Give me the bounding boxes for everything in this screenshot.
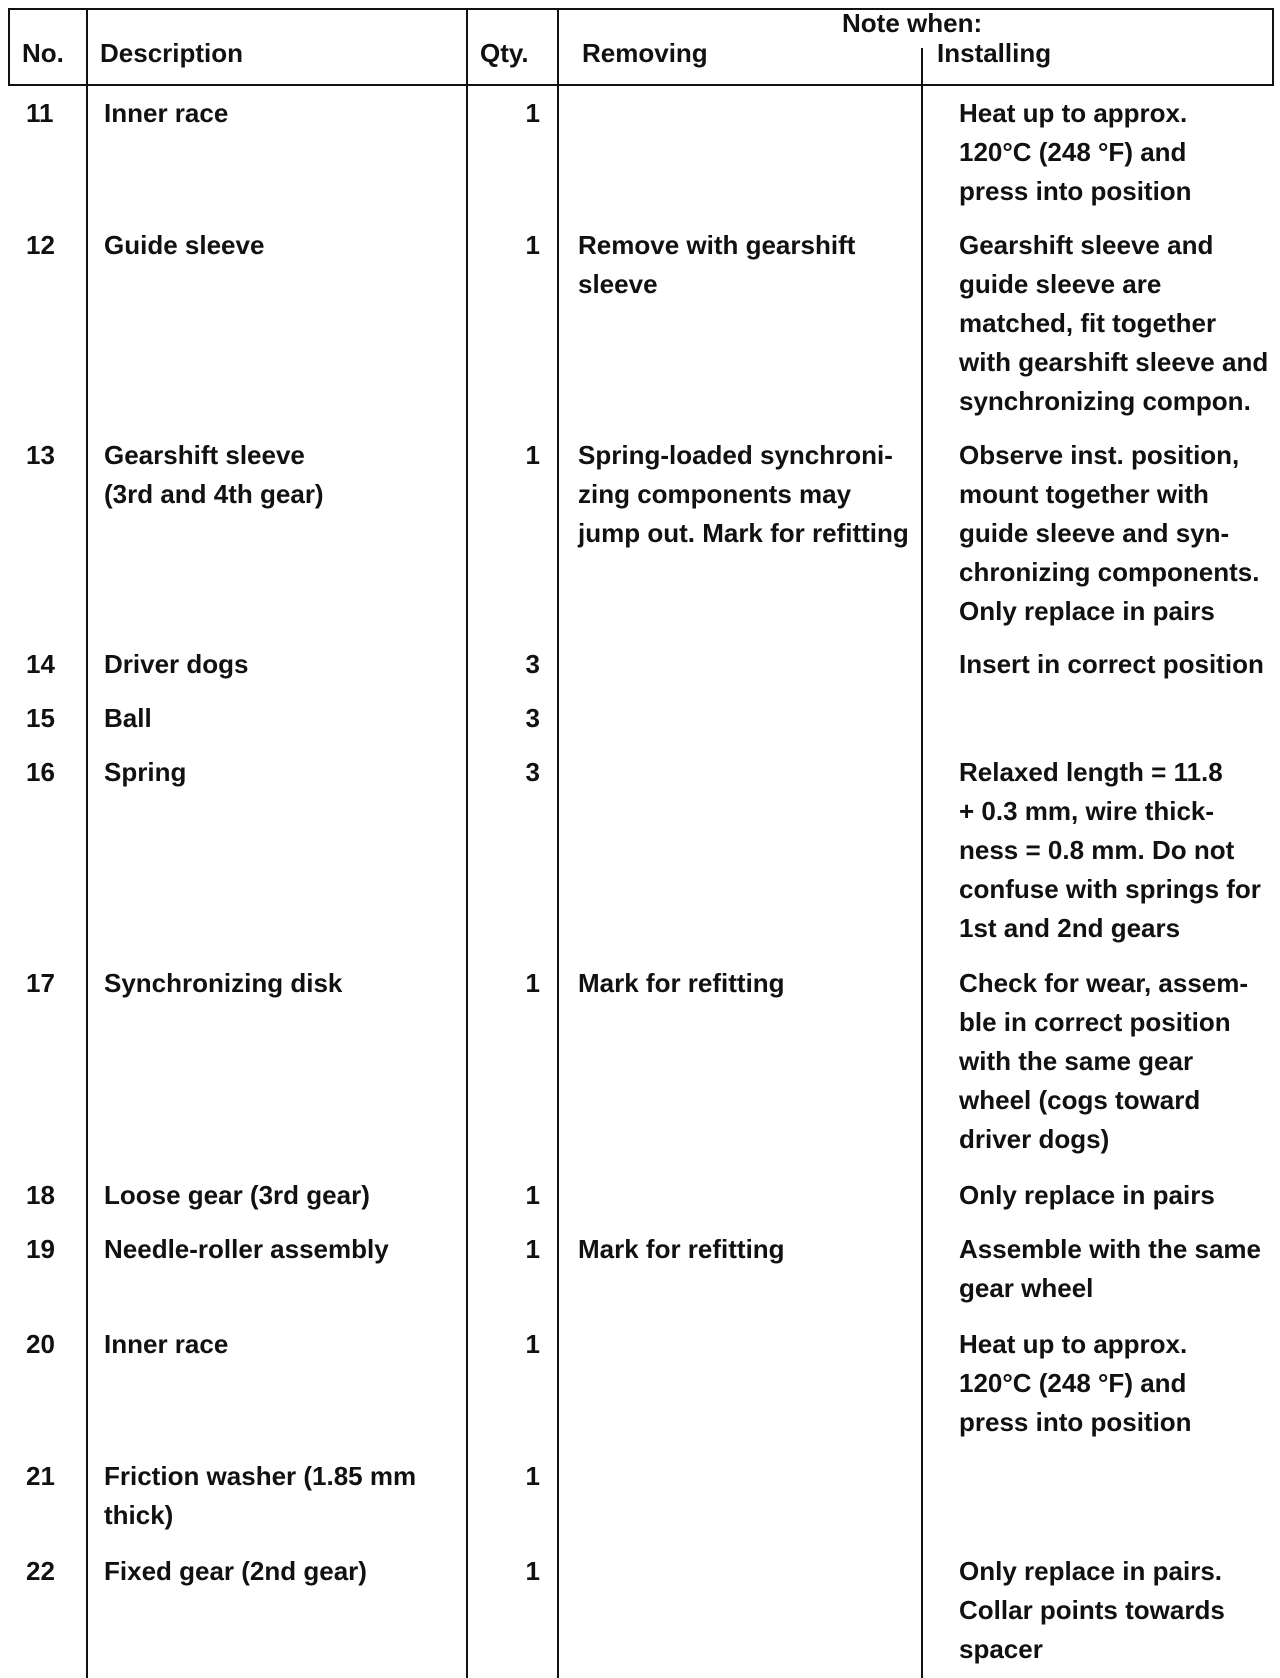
header-installing: Installing: [937, 38, 1052, 68]
row-description: [104, 753, 464, 792]
row-number: 16: [26, 757, 55, 787]
row-installing-note-line: Assemble with the same: [959, 1234, 1261, 1264]
row-installing-note: [959, 1325, 1279, 1442]
row-quantity: 1: [525, 1180, 540, 1210]
row-number: 14: [26, 649, 55, 679]
row-quantity: 1: [525, 440, 540, 470]
row-installing-note: [959, 94, 1279, 211]
row-installing-note: [959, 226, 1279, 421]
row-description-line: Synchronizing disk: [104, 968, 343, 998]
row-number: 15: [26, 703, 55, 733]
row-quantity: 1: [525, 1461, 540, 1491]
row-description-line: Guide sleeve: [104, 230, 265, 260]
row-removing-note: [578, 436, 918, 553]
row-quantity: 1: [525, 98, 540, 128]
row-number: 18: [26, 1180, 55, 1210]
row-installing-note: [959, 436, 1279, 631]
row-quantity: 1: [525, 1556, 540, 1586]
row-installing-note-line: 120°C (248 °F) and: [959, 1368, 1187, 1398]
row-description: [104, 699, 464, 738]
col-divider-removing: [921, 48, 923, 1678]
row-installing-note: [959, 1230, 1279, 1308]
row-installing-note: [959, 1176, 1279, 1215]
row-description-line: Gearshift sleeve: [104, 440, 305, 470]
row-description: [104, 1552, 464, 1591]
row-removing-note-line: Remove with gearshift: [578, 230, 856, 260]
row-description-line: Ball: [104, 703, 152, 733]
row-description-line: Loose gear (3rd gear): [104, 1180, 370, 1210]
col-divider-no: [86, 8, 88, 1678]
row-installing-note-line: ble in correct position: [959, 1007, 1231, 1037]
header-qty: Qty.: [480, 38, 529, 68]
row-number: 22: [26, 1556, 55, 1586]
header-no: No.: [22, 38, 64, 68]
row-description: [104, 94, 464, 133]
row-removing-note: [578, 964, 918, 1003]
row-number: 13: [26, 440, 55, 470]
row-installing-note-line: Observe inst. position,: [959, 440, 1240, 470]
row-installing-note-line: press into position: [959, 176, 1192, 206]
row-installing-note-line: chronizing components.: [959, 557, 1260, 587]
row-installing-note-line: Only replace in pairs.: [959, 1556, 1222, 1586]
row-installing-note-line: Heat up to approx.: [959, 98, 1188, 128]
row-description-line: Inner race: [104, 98, 229, 128]
row-installing-note: [959, 1552, 1279, 1669]
row-quantity: 1: [525, 968, 540, 998]
header-removing: Removing: [582, 38, 708, 68]
table-right-border: [1272, 8, 1274, 85]
row-installing-note: [959, 645, 1279, 684]
row-quantity: 1: [525, 1234, 540, 1264]
row-description-line: Fixed gear (2nd gear): [104, 1556, 367, 1586]
row-installing-note-line: wheel (cogs toward: [959, 1085, 1201, 1115]
row-installing-note-line: Collar points towards: [959, 1595, 1225, 1625]
row-installing-note: [959, 753, 1279, 948]
row-description-line: thick): [104, 1500, 174, 1530]
row-installing-note-line: Relaxed length = 11.8: [959, 757, 1223, 787]
row-removing-note-line: Mark for refitting: [578, 1234, 785, 1264]
row-installing-note-line: with gearshift sleeve and: [959, 347, 1269, 377]
row-removing-note: [578, 1230, 918, 1269]
row-quantity: 3: [525, 703, 540, 733]
row-removing-note-line: sleeve: [578, 269, 658, 299]
row-removing-note-line: zing components may: [578, 479, 852, 509]
row-installing-note: [959, 964, 1279, 1159]
row-description: [104, 645, 464, 684]
row-number: 20: [26, 1329, 55, 1359]
row-installing-note-line: ness = 0.8 mm. Do not: [959, 835, 1235, 865]
header-bottom-border: [8, 84, 1274, 86]
header-description: Description: [100, 38, 244, 68]
row-number: 19: [26, 1234, 55, 1264]
row-installing-note-line: spacer: [959, 1634, 1043, 1664]
row-installing-note-line: with the same gear: [959, 1046, 1194, 1076]
row-description: [104, 964, 464, 1003]
row-description-line: Driver dogs: [104, 649, 249, 679]
row-installing-note-line: guide sleeve are: [959, 269, 1162, 299]
row-description: [104, 1325, 464, 1364]
row-installing-note-line: guide sleeve and syn-: [959, 518, 1230, 548]
row-description: [104, 1230, 464, 1269]
row-installing-note-line: 120°C (248 °F) and: [959, 137, 1187, 167]
row-installing-note-line: gear wheel: [959, 1273, 1094, 1303]
row-installing-note-line: matched, fit together: [959, 308, 1217, 338]
row-removing-note-line: jump out. Mark for refitting: [578, 518, 909, 548]
row-description-line: (3rd and 4th gear): [104, 479, 324, 509]
row-quantity: 1: [525, 230, 540, 260]
row-removing-note-line: Mark for refitting: [578, 968, 785, 998]
row-description-line: Needle-roller assembly: [104, 1234, 389, 1264]
row-description-line: Inner race: [104, 1329, 229, 1359]
row-installing-note-line: confuse with springs for: [959, 874, 1261, 904]
row-quantity: 1: [525, 1329, 540, 1359]
row-installing-note-line: mount together with: [959, 479, 1209, 509]
row-removing-note-line: Spring-loaded synchroni-: [578, 440, 893, 470]
row-installing-note-line: Heat up to approx.: [959, 1329, 1188, 1359]
table-top-border: [8, 8, 1274, 10]
row-description-line: Spring: [104, 757, 187, 787]
row-description: [104, 436, 464, 514]
row-quantity: 3: [525, 649, 540, 679]
row-description-line: Friction washer (1.85 mm: [104, 1461, 417, 1491]
row-description: [104, 1457, 464, 1535]
row-number: 11: [26, 98, 54, 128]
row-description: [104, 226, 464, 265]
row-installing-note-line: press into position: [959, 1407, 1192, 1437]
row-quantity: 3: [525, 757, 540, 787]
table-left-border: [8, 8, 10, 85]
col-divider-qty: [557, 8, 559, 1678]
row-installing-note-line: synchronizing compon.: [959, 386, 1251, 416]
header-note-when: Note when:: [842, 8, 983, 38]
row-installing-note-line: Gearshift sleeve and: [959, 230, 1214, 260]
row-installing-note-line: 1st and 2nd gears: [959, 913, 1181, 943]
row-number: 12: [26, 230, 55, 260]
row-installing-note-line: Check for wear, assem-: [959, 968, 1249, 998]
row-installing-note-line: Only replace in pairs: [959, 1180, 1215, 1210]
row-installing-note-line: + 0.3 mm, wire thick-: [959, 796, 1215, 826]
row-number: 17: [26, 968, 55, 998]
row-installing-note-line: Insert in correct position: [959, 649, 1264, 679]
row-number: 21: [26, 1461, 55, 1491]
row-installing-note-line: Only replace in pairs: [959, 596, 1215, 626]
row-removing-note: [578, 226, 918, 304]
row-installing-note-line: driver dogs): [959, 1124, 1110, 1154]
col-divider-description: [466, 8, 468, 1678]
row-description: [104, 1176, 464, 1215]
